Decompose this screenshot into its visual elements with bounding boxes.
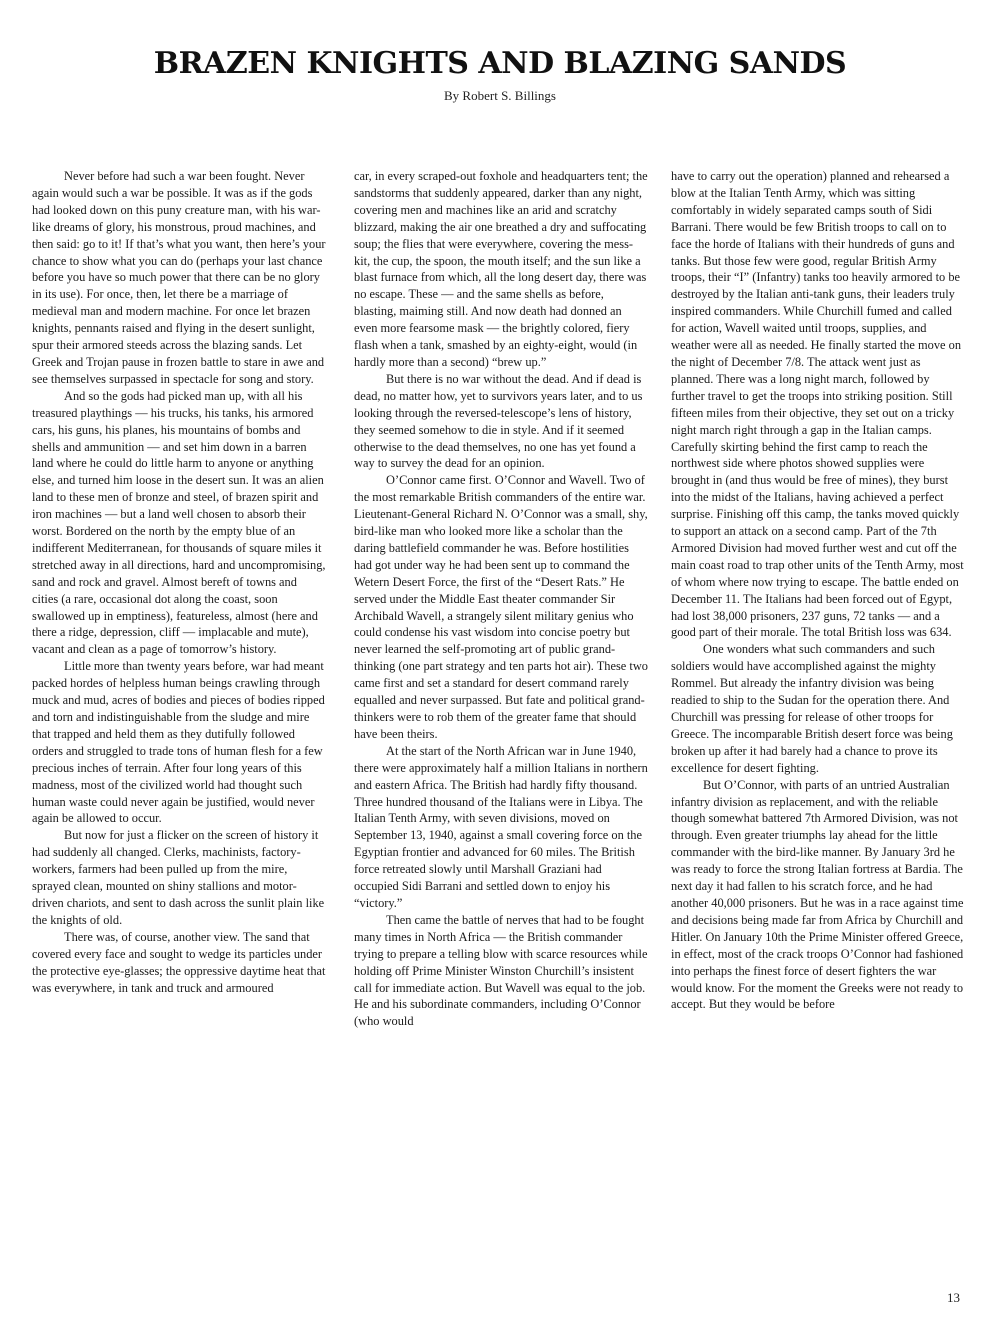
paragraph: At the start of the North African war in June 1940, there were approximately half a million Italians in northern and eastern Africa. The British had hardly fifty thousand. Three hundred thousand of the Italians were in Libya. The Italian Tenth Army, with seven divisions, moved on September 13, 1940, against a small covering force on the Egyptian frontier and advanced for 60 miles. The British force retreated slowly until Marshall Graziani had occupied Sidi Barrani and settled down to enjoy his “victory.” [354,743,648,910]
paragraph: There was, of course, another view. The sand that covered every face and sought to wedge its particles under the protective eye-glasses; the oppressive daytime heat that was everywhere, in tank and truck and armoured [32,929,326,995]
column-2 [354,168,648,1276]
column-3 [671,168,965,1276]
paragraph: But there is no war without the dead. And if dead is dead, no matter how, yet to survivors years later, and to us looking through the reversed-telescope’s lens of history, they seemed somehow to die in style. And if it seemed otherwise to the dead themselves, no one has yet found a way to survey the dead for an opinion. [354,371,643,471]
paragraph: car, in every scraped-out foxhole and headquarters tent; the sandstorms that suddenly appeared, darker than any night, covering men and machines like an arid and scratchy blizzard, making the air one breathed a dry and suffocating soup; the flies that were everywhere, covering the mess-kit, the cup, the spoon, the mouth itself; and the sun like a blast furnace from which, all the long desert day, there was no escape. These — and the same shells as before, blasting, maiming still. And now death had donned an even more fearsome mask — the brightly colored, fiery flash when a tank, smashed by an eighty-eight, would (in hardly more than a second) “brew up.” [354,169,648,369]
paragraph: have to carry out the operation) planned and rehearsed a blow at the Italian Tenth Army, which was sitting comfortably in widely separated camps south of Sidi Barrani. There would be few British troops to call on to face the horde of Italians with their hundreds of guns and tanks. But those few were good, regular British Army troops, their “I” (Infantry) tanks too heavily armored to be destroyed by the Italian anti-tank guns, their leaders truly inspired commanders. While Churchill fumed and called for action, Wavell waited until troops, supplies, and weather were all as needed. He finally started the move on the night of December 7/8. The attack went just as planned. There was a long night march, followed by further travel to get the troops into striking position. Still fifteen miles from their objective, they set out on a tricky night march right through a gap in the Italian camps. Carefully skirting behind the first camp to reach the northwest side where photos showed supplies were brought in (and thus would be free of mines), they burst into the midst of the Italians, having achieved a perfect surprise. Finishing off this camp, the tanks moved quickly to support an attack on a second camp. Part of the 7th Armored Division had moved further west and cut off the main coast road to trap other units of the Tenth Army, most of whom where now trying to escape. The battle ended on December 11. The Italians had been forced out of Egypt, had lost 38,000 prisoners, 237 guns, 72 tanks — and a good part of their morale. The total British loss was 634. [671,169,964,640]
paragraph: But now for just a flicker on the screen of history it had suddenly all changed. Clerks, machinists, factory-workers, farmers had been pulled up from the mire, sprayed clean, mounted on shiny stallions and motor-driven chariots, and sent to dash across the sunlit plain like the knights of old. [32,828,325,927]
article-body [32,168,974,1276]
paragraph: Never before had such a war been fought. Never again would such a war be possible. It was as if the gods had looked down on this puny creature man, with his war-like dreams of glory, his monstrous, proud machines, and then said: go to it! If that’s what you want, then here’s your chance to show what you can do (perhaps your last chance before you have so much power that there can be no glory in its use). For once, then, let there be a marriage of medieval man and modern machine. For once let brazen knights, pennants raised and flying in the desert sunlight, spur their armored steeds across the blazing sands. Let Greek and Trojan pause in frozen battle to stare in awe and see themselves surpassed in spectacle for song and story. [32,169,326,386]
paragraph: Little more than twenty years before, war had meant packed hordes of helpless human beings crawling through muck and mud, acres of bodies and pieces of bodies ripped and torn and indistinguishable from the sludge and mire that trapped and held them as they dutifully followed orders and struggled to trade tons of human flesh for a few precious inches of terrain. After four long years of this madness, most of the civilized world had thought such human waste could never again be justified, would never again be allowed to occur. [32,659,325,826]
page-number: 13 [947,1290,960,1305]
paragraph: But O’Connor, with parts of an untried Australian infantry division as replacement, and with the reliable though somewhat battered 7th Armored Division, was not through. Even greater triumphs lay ahead for the little commander with the bird-like manner. By January 3rd he was ready to force the strong Italian fortress at Bardia. The next day it had fallen to his scratch force, and he had another 40,000 prisoners. But he was in a race against time and decisions being made far from Africa by Churchill and Hitler. On January 10th the Prime Minister offered Greece, in effect, most of the crack troops O’Connor had fashioned into perhaps the finest force of desert fighters the war would know. For the moment the Greeks were not ready to accept. But they would be before [671,777,964,1012]
article-title: BRAZEN KNIGHTS AND BLAZING SANDS [153,46,847,81]
paragraph: O’Connor came first. O’Connor and Wavell. Two of the most remarkable British commanders of the entire war. Lieutenant-General Richard N. O’Connor was a small, shy, bird-like man who looked more like a scholar than the daring battlefield commander he was. Before hostilities had got under way he had been sent up to command the Wetern Desert Force, the first of the “Desert Rats.” He served under the Middle East theater commander Sir Archibald Wavell, a strangely silent military genius who could condense his vast wisdom into concise poetry but never learned the self-promoting art of public grand-thinking (one part strategy and ten parts hot air). These two came first and set a standard for desert command rarely equalled and never surpassed. But fate and political grand-thinkers were to rob them of the greater fame that should have been theirs. [354,473,648,741]
column-1 [32,168,326,1276]
paragraph: One wonders what such commanders and such soldiers would have accomplished against the mighty Rommel. But already the infantry division was being readied to ship to the Sudan for the operation there. And Churchill was pressing for release of other troops for Greece. The incomparable British desert force was being broken up after it had barely had a chance to prove its excellence for desert fighting. [671,642,953,775]
article-byline: By Robert S. Billings [444,88,556,103]
paragraph: And so the gods had picked man up, with all his treasured playthings — his trucks, his tanks, his armored cars, his guns, his planes, his mountains of bombs and shells and ammunition — and set him down in a barren land where he could do little harm to anyone or anything else, and turned him loose in the desert sun. It was an alien land to these men of bronze and steel, of brazen spirit and iron machines — but a land well chosen to absorb their worst. Bordered on the north by the empty blue of an indifferent Mediterranean, for thousands of square miles it stretched away in all directions, hard and uncompromising, sand and rock and gravel. Almost bereft of towns and cities (a rare, occasional dot along the coast, soon swallowed up in emptiness), featureless, almost (here and there a ridge, depression, cliff — implacable and mute), vacant and clean as a page of tomorrow’s history. [32,388,326,657]
paragraph: Then came the battle of nerves that had to be fought many times in North Africa — the British commander trying to prepare a telling blow with scarce resources while holding off Prime Minister Winston Churchill’s insistent call for immediate action. But Wavell was equal to the job. He and his subordinate commanders, including O’Connor (who would [354,912,648,1029]
